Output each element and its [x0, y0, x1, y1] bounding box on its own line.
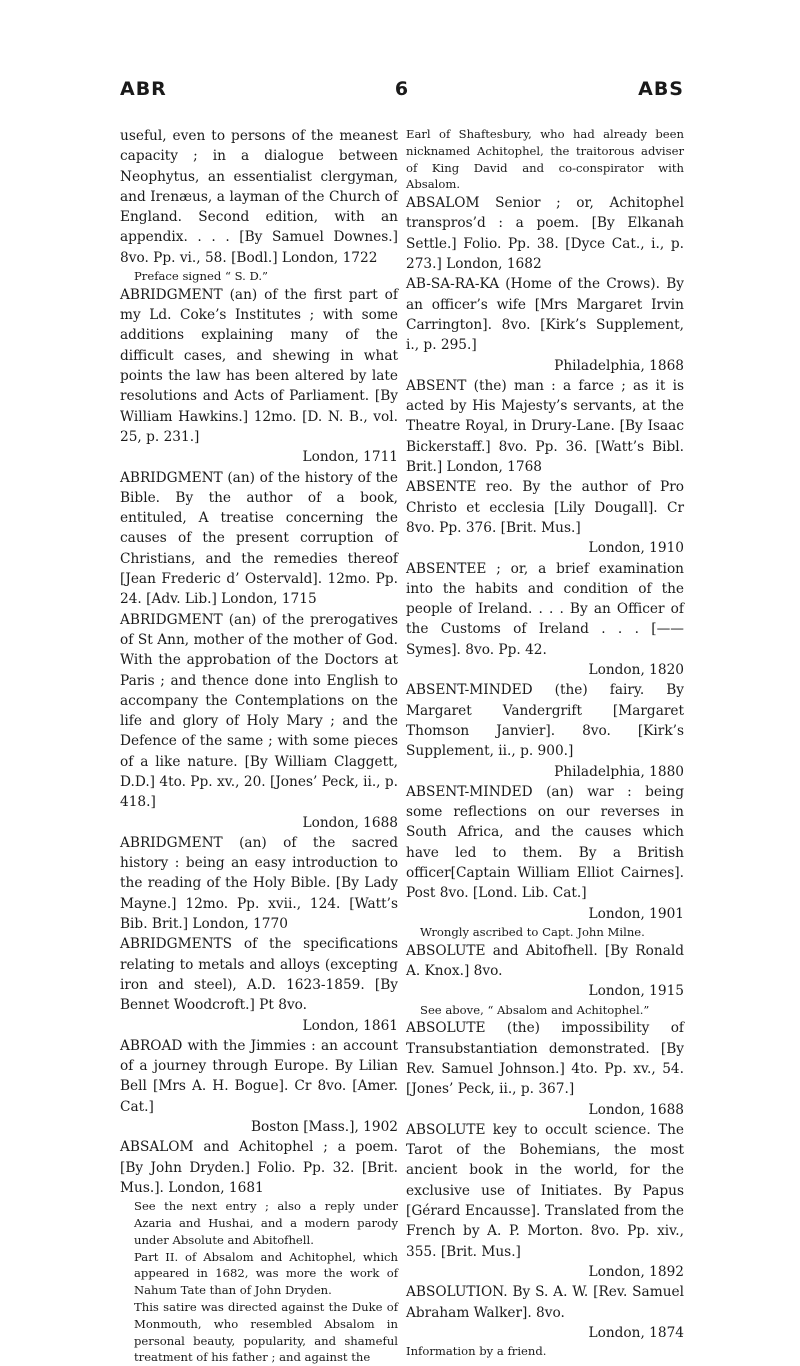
entry-text: ABSENTE reo. By the author of Pro Christo et ecclesia [Lily Dougall]. Cr 8vo. Pp. 376. [Brit. Mus.]: [406, 479, 684, 536]
entry-text: ABSOLUTE and Abitofhell. [By Ronald A. Knox.] 8vo.: [406, 942, 684, 979]
entry-text: useful, even to persons of the meanest capacity ; in a dialogue between Neophytus, an essentialist clergyman, and Irenæus, a layman of the Church of England. Second edition, with an appendix. . . . [By Samuel Downes.] 8vo. Pp. vi., 58. [Bodl.] London, 1722: [120, 128, 398, 266]
entry-note: See the next entry ; also a reply under Azaria and Hushai, and a modern parody under Absolute and Abitofhell.: [134, 1199, 398, 1247]
entry-imprint: London, 1901: [588, 905, 684, 922]
entry-note: This satire was directed against the Duke of Monmouth, who resembled Absalom in personal beauty, popularity, and shameful treatment of his father ; and against the: [134, 1300, 398, 1365]
right-column: [406, 126, 684, 1360]
entry-note: Preface signed “ S. D.”: [134, 269, 268, 284]
entry-text: ABROAD with the Jimmies : an account of a journey through Europe. By Lilian Bell [Mrs A. H. Bogue]. Cr 8vo. [Amer. Cat.]: [120, 1037, 398, 1115]
entry-text: ABSOLUTE key to occult science. The Tarot of the Bohemians, the most ancient book in the world, for the exclusive use of Initiates. By Papus [Gérard Encausse]. Translated from the French by A. P. Morton. 8vo. Pp. xiv., 355. [Brit. Mus.]: [406, 1121, 684, 1260]
entry-text: ABSALOM Senior ; or, Achitophel transpros’d : a poem. [By Elkanah Settle.] Folio. Pp. 38. [Dyce Cat., i., p. 273.] London, 1682: [406, 195, 684, 273]
running-header: [120, 78, 684, 106]
entry-text: ABRIDGMENTS of the specifications relating to metals and alloys (excepting iron and steel), A.D. 1623-1859. [By Bennet Woodcroft.] Pt 8vo.: [120, 936, 398, 1014]
entry-text: ABSENTEE ; or, a brief examination into the habits and condition of the people of Ireland. . . . By an Officer of the Customs of Ireland . . . [—— Symes]. 8vo. Pp. 42.: [406, 560, 684, 658]
entry-text: ABSALOM and Achitophel ; a poem. [By John Dryden.] Folio. Pp. 32. [Brit. Mus.]. London, 1681: [120, 1139, 398, 1196]
entry-text: ABRIDGMENT (an) of the prerogatives of St Ann, mother of the mother of God. With the approbation of the Doctors at Paris ; and thence done into English to accompany the Contemplations on the life and glory of Holy Mary ; and the Defence of the same ; with some pieces of a like nature. [By William Claggett, D.D.] 4to. Pp. xv., 20. [Jones’ Peck, ii., p. 418.]: [120, 611, 398, 811]
entry-imprint: London, 1874: [588, 1324, 684, 1341]
entry-text: ABSENT-MINDED (the) fairy. By Margaret Vandergrift [Margaret Thomson Janvier]. 8vo. [Kirk’s Supplement, ii., p. 900.]: [406, 682, 684, 760]
entry-note: Earl of Shaftesbury, who had already been nicknamed Achitophel, the traitorous adviser of King David and co-conspirator with Absalom.: [406, 127, 684, 192]
entry-text: ABSOLUTION. By S. A. W. [Rev. Samuel Abraham Walker]. 8vo.: [406, 1284, 684, 1321]
entry-imprint: Boston [Mass.], 1902: [250, 1119, 398, 1136]
entry-imprint: London, 1910: [588, 540, 684, 557]
entry-note: Part II. of Absalom and Achitophel, which appeared in 1682, was more the work of Nahum Tate than of John Dryden.: [134, 1249, 398, 1298]
entry-imprint: London, 1711: [302, 449, 398, 466]
entry-imprint: London, 1892: [588, 1263, 684, 1280]
entry-text: ABRIDGMENT (an) of the sacred history : being an easy introduction to the reading of the Holy Bible. [By Lady Mayne.] 12mo. Pp. xvii., 124. [Watt’s Bib. Brit.] London, 1770: [120, 834, 398, 933]
page-number: 6: [394, 78, 410, 100]
entry-text: ABRIDGMENT (an) of the first part of my Ld. Coke’s Institutes ; with some additions explaining many of the difficult cases, and shewing in what points the law has been altered by late resolutions and Acts of Parliament. [By William Hawkins.] 12mo. [D. N. B., vol. 25, p. 231.]: [120, 286, 398, 445]
entry-text: ABSENT (the) man : a farce ; as it is acted by His Majesty’s servants, at the Theatre Royal, in Drury-Lane. [By Isaac Bickerstaff.] 8vo. Pp. 36. [Watt’s Bibl. Brit.] London, 1768: [406, 377, 684, 476]
entry-text: ABSENT-MINDED (an) war : being some reflections on our reverses in South Africa, and the causes which have led to them. By a British officer[Captain William Elliot Cairnes]. Post 8vo. [Lond. Lib. Cat.]: [406, 783, 684, 902]
left-column: [120, 126, 398, 1366]
entry-text: ABRIDGMENT (an) of the history of the Bible. By the author of a book, entituled, A treatise concerning the causes of the present corruption of Christians, and the remedies thereof [Jean Frederic d’ Ostervald]. 12mo. Pp. 24. [Adv. Lib.] London, 1715: [120, 469, 398, 608]
entry-imprint: London, 1688: [302, 814, 398, 831]
entry-imprint: Philadelphia, 1868: [554, 357, 684, 374]
entry-note: Wrongly ascribed to Capt. John Milne.: [420, 924, 645, 939]
entry-note: See above, “ Absalom and Achitophel.”: [420, 1002, 650, 1017]
entry-imprint: London, 1688: [588, 1101, 684, 1118]
entry-imprint: London, 1820: [588, 662, 684, 679]
entry-text: AB-SA-RA-KA (Home of the Crows). By an officer’s wife [Mrs Margaret Irvin Carrington]. 8vo. [Kirk’s Supplement, i., p. 295.]: [406, 276, 684, 354]
header-right-guideword: ABS: [638, 78, 684, 100]
entry-text: ABSOLUTE (the) impossibility of Transubstantiation demonstrated. [By Rev. Samuel Johnson.] 4to. Pp. xv., 54. [Jones’ Peck, ii., p. 367.]: [406, 1020, 684, 1098]
header-left-guideword: ABR: [120, 78, 167, 100]
entry-imprint: Philadelphia, 1880: [554, 763, 684, 780]
entry-imprint: London, 1915: [588, 983, 684, 1000]
entry-imprint: London, 1861: [302, 1017, 398, 1034]
entry-note: Information by a friend.: [406, 1344, 547, 1359]
